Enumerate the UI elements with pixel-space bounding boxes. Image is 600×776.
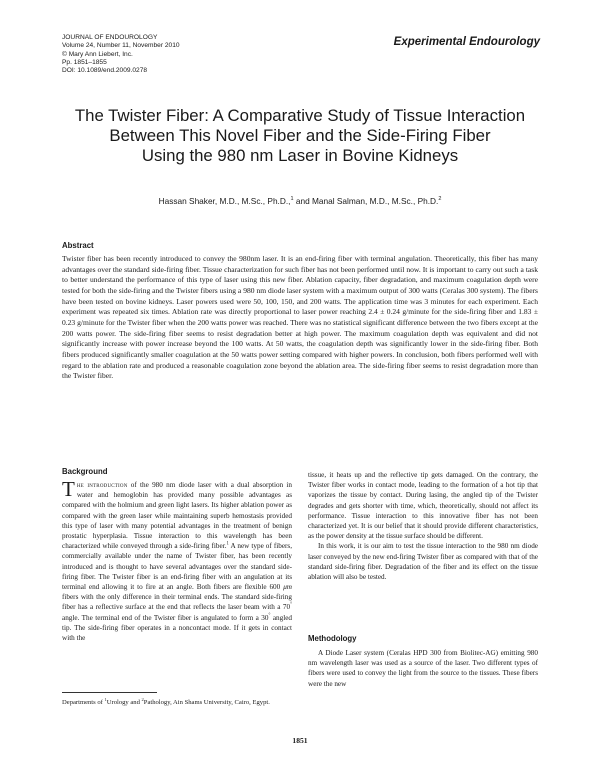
reference-marker: 1 bbox=[226, 541, 229, 547]
degree-symbol: ° bbox=[268, 613, 271, 619]
affiliation-marker: 1 bbox=[290, 196, 294, 203]
text-run: A new type of fibers, commercially available under the name of Twister fiber, has been recently introduced and is thought to have several advantages over the standard side-firing fiber. The Twister fiber is an end-firing fiber with an angulation at its terminal end allowing it to fire at an angle. Both fibers are flexible 600 bbox=[62, 542, 292, 592]
author-2: and Manal Salman, M.D., M.Sc., Ph.D. bbox=[293, 196, 439, 206]
journal-name: JOURNAL OF ENDOUROLOGY bbox=[62, 34, 158, 41]
left-column bbox=[62, 477, 292, 643]
affiliation-marker: 2 bbox=[438, 196, 442, 203]
micron-symbol: μm bbox=[283, 583, 292, 592]
title-line: Using the 980 nm Laser in Bovine Kidneys bbox=[141, 146, 459, 165]
text-run: angled tip. The side-firing fiber operates in a noncontact mode. If it gets in contact with the bbox=[62, 613, 292, 643]
author-1: Hassan Shaker, M.D., M.Sc., Ph.D., bbox=[158, 196, 291, 206]
text-run: Pathology, Ain Shams University, Cairo, Egypt. bbox=[143, 699, 270, 707]
journal-info bbox=[62, 34, 180, 75]
degree-symbol: ° bbox=[290, 603, 292, 609]
background-paragraph bbox=[62, 477, 292, 643]
right-column bbox=[308, 470, 538, 582]
abstract-heading: Abstract bbox=[62, 241, 94, 250]
text-run: Departments of bbox=[62, 699, 105, 707]
page-number: 1851 bbox=[292, 736, 308, 745]
authors bbox=[40, 196, 560, 206]
title-line: Between This Novel Fiber and the Side-Firing Fiber bbox=[109, 126, 491, 145]
methodology-heading: Methodology bbox=[308, 634, 357, 643]
journal-volume: Volume 24, Number 11, November 2010 bbox=[62, 42, 180, 50]
text-run: Urology and bbox=[106, 699, 142, 707]
article-title bbox=[40, 106, 560, 166]
journal-pages: Pp. 1851–1855 bbox=[62, 58, 107, 66]
journal-copyright: © Mary Ann Liebert, Inc. bbox=[62, 50, 133, 58]
journal-doi: DOI: 10.1089/end.2009.0278 bbox=[62, 67, 148, 75]
background-heading: Background bbox=[62, 467, 108, 476]
abstract-text: Twister fiber has been recently introduced to convey the 980nm laser. It is an end-firing fiber with terminal angulation. Theoretically, this fiber has many advantages over the standard side-firing fiber. Tissue characterization for such fiber has not been performed until now. It is important to carry out such a task to better understand the performance of this type of laser using this new fiber. Ablation capacity, fiber degradation, and maximum coagulation depth were tested for both the side-firing and the Twister fibers using a 980 nm diode laser system with a maximum output of 300 watts (Ceralas 300 system). The fibers have been tested on bovine kidneys. Laser powers used were 50, 100, 150, and 200 watts. The application time was 3 minutes for each experiment. Each experiment was repeated six times. Ablation rate was directly proportional to laser power reaching 2.4 ± 0.24 g/minute for the side-firing fiber and 1.83 ± 0.23 g/minute for the Twister fiber when the 200 watts power was reached. There was no statistical significant difference between the two fibers except at the 200 watts power. The side-firing fiber seems to resist degradation better at high power. The maximum coagulation depth was equivalent and did not significantly increase with power increase beyond the 100 watts. At 50 watts, the coagulation depth was significantly lower in the side-firing fiber. Both fibers produced significantly smaller coagulation at the 50 watts power setting compared with higher powers. In conclusion, both fibers performed well with regard to the ablation rate and produced a reasonable coagulation zone beyond the ablation area. The side-firing fiber seems to resist degradation more than the Twister fiber. bbox=[62, 254, 538, 381]
drop-cap: T bbox=[62, 477, 75, 501]
paragraph: A Diode Laser system (Ceralas HPD 300 from Biolitec-AG) emitting 980 nm wavelength laser was used as a source of the laser. Two different types of fibers were used to convey the light from the source to the tissues. These fibers were the new bbox=[308, 649, 538, 688]
paragraph: In this work, it is our aim to test the tissue interaction to the 980 nm diode laser conveyed by the new end-firing Twister fiber as compared with that of the standard side-firing fiber. Degradation of the fiber and its effect on the tissue ablation will also be tested. bbox=[308, 542, 538, 582]
text-run: fibers with the only difference in their terminal ends. The standard side-firing fiber has a reflective surface at the end that reflects the laser beam with a 70 bbox=[62, 593, 292, 612]
text-run: angle. The terminal end of the Twister fiber is angulated to form a 30 bbox=[62, 613, 269, 622]
title-line: The Twister Fiber: A Comparative Study of Tissue Interaction bbox=[74, 106, 526, 125]
section-label: Experimental Endourology bbox=[393, 36, 540, 48]
affiliations-footnote bbox=[62, 697, 270, 706]
affiliation-marker: 1 bbox=[104, 697, 107, 702]
paragraph: tissue, it heats up and the reflective tip gets damaged. On the contrary, the Twister fiber works in contact mode, leading to the formation of a hot tip that vaporizes the tissue by contact. During lasing, the angled tip of the Twister degrades and gets shorter with time, which, theoretically, should not affect its performance. Tissue interaction to this innovative fiber has not been characterized yet. It is our belief that it should provide different characteristics, as the power density at the tissue surface should be different. bbox=[308, 471, 538, 541]
affiliation-marker: 2 bbox=[141, 697, 144, 702]
lead-in: he introduction bbox=[76, 481, 128, 489]
footnote-divider bbox=[62, 692, 157, 693]
text-run: of the 980 nm diode laser with a dual absorption in water and hemoglobin has provided many possible advantages as compared with the holmium and green light lasers. Its higher ablation power as compared with the green laser while maintaining superb hemostasis provided this type of laser with many potential advantages in the treatment of benign prostatic hyperplasia. Tissue interaction to this wavelength has been characterized while conveyed through a side-firing fiber. bbox=[62, 481, 292, 551]
methodology-text bbox=[308, 648, 538, 689]
